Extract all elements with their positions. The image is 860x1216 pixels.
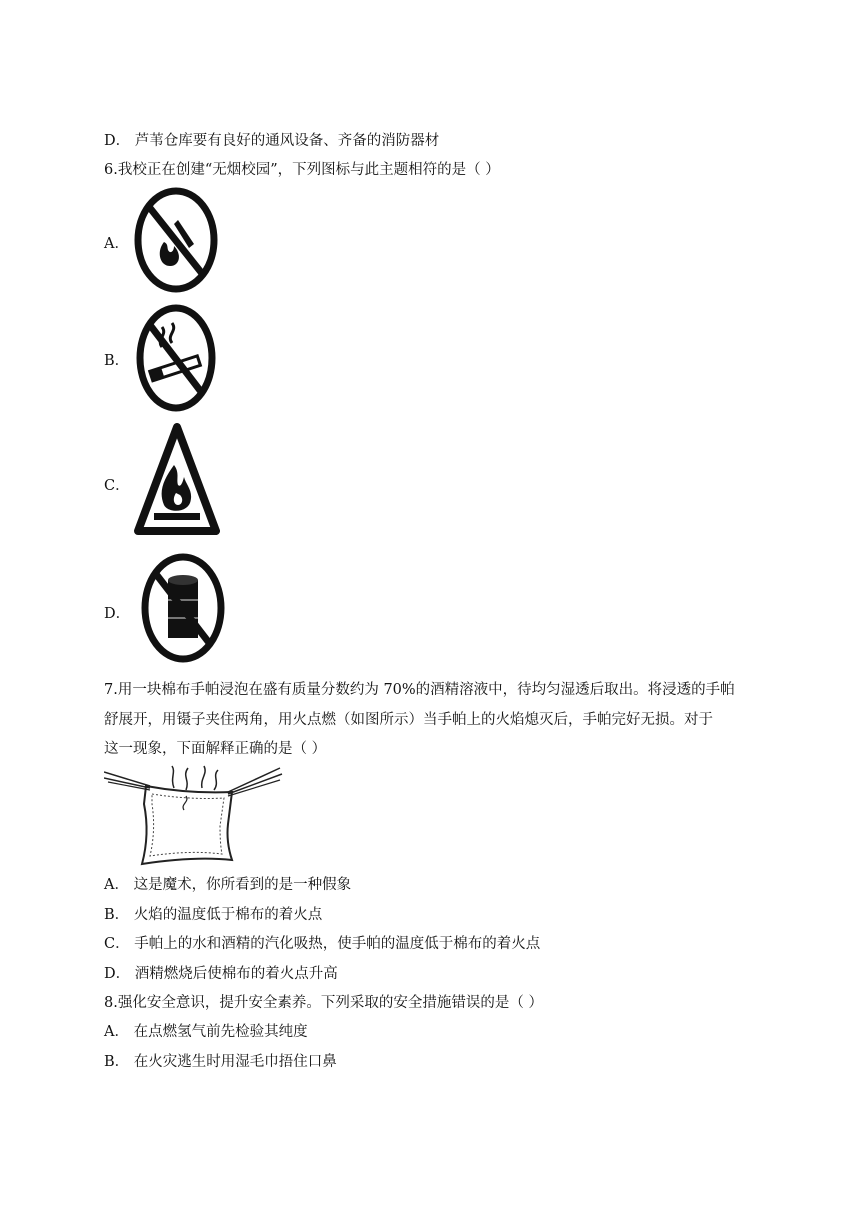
no-open-flame-icon	[134, 186, 218, 294]
q8-stem: 8.强化安全意识，提升安全素养。下列采取的安全措施错误的是（ ）	[104, 995, 543, 1011]
q7-option-a: A． 这是魔术，你所看到的是一种假象	[104, 877, 352, 893]
q7-option-b: B． 火焰的温度低于棉布的着火点	[104, 907, 323, 923]
q6-option-a-label: A．	[104, 236, 129, 252]
q8-option-b: B． 在火灾逃生时用湿毛巾捂住口鼻	[104, 1054, 337, 1070]
q6-option-d-label: D．	[104, 606, 131, 622]
q8-option-a: A． 在点燃氢气前先检验其纯度	[104, 1024, 308, 1040]
no-smoking-icon	[136, 303, 216, 413]
flammable-warning-icon	[134, 423, 220, 537]
q7-stem-line-1: 7.用一块棉布手帕浸泡在盛有质量分数约为 70%的酒精溶液中，待均匀湿透后取出。将浸透的手帕	[104, 682, 735, 698]
q6-stem: 6.我校正在创建“无烟校园”，下列图标与此主题相符的是（ ）	[104, 162, 500, 178]
q6-option-b-label: B．	[104, 353, 130, 369]
q7-option-c: C． 手帕上的水和酒精的汽化吸热，使手帕的温度低于棉布的着火点	[104, 936, 541, 952]
q7-stem-line-3: 这一现象，下面解释正确的是（ ）	[104, 741, 327, 757]
q7-stem-line-2: 舒展开，用镊子夹住两角，用火点燃（如图所示）当手帕上的火焰熄灭后，手帕完好无损。对于	[104, 712, 713, 728]
q5-option-d: D． 芦苇仓库要有良好的通风设备、齐备的消防器材	[104, 133, 440, 149]
q6-option-c-label: C．	[104, 478, 130, 494]
no-barrel-icon	[140, 552, 226, 664]
handkerchief-figure	[104, 764, 284, 870]
q7-option-d: D． 酒精燃烧后使棉布的着火点升高	[104, 966, 338, 982]
